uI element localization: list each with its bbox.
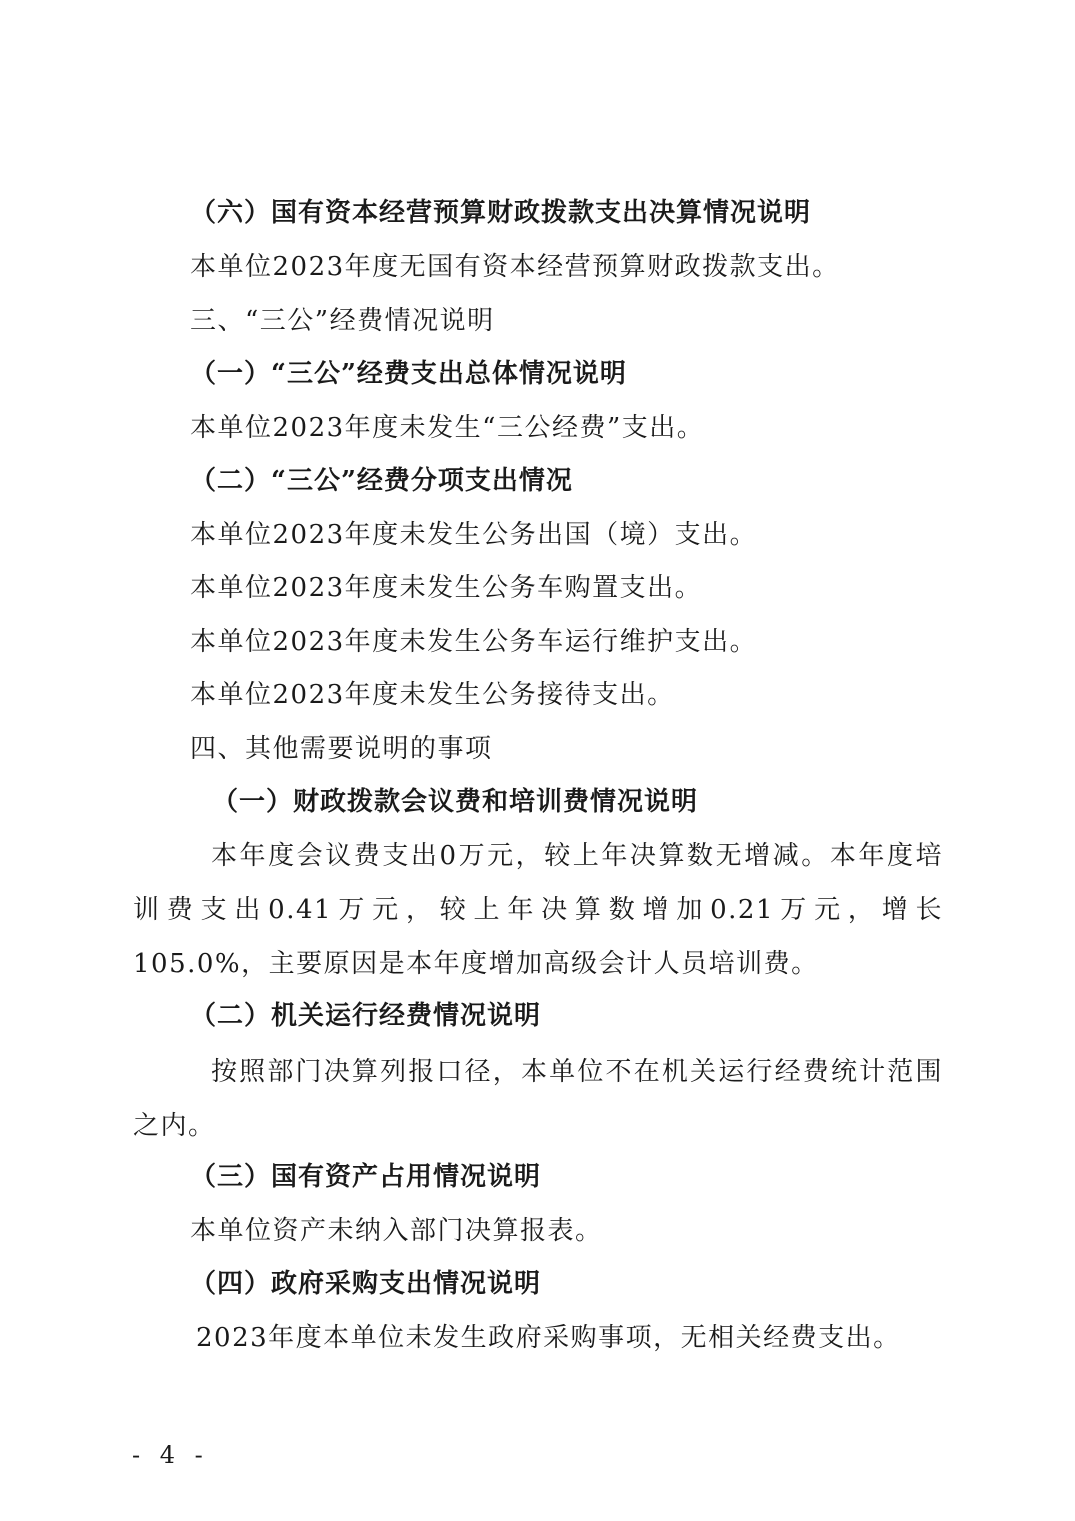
heading-government-procurement: （四）政府采购支出情况说明 [190, 1269, 542, 1299]
paragraph-state-capital-budget: 本单位2023年度无国有资本经营预算财政拨款支出。 [190, 252, 840, 282]
heading-state-capital-budget: （六）国有资本经营预算财政拨款支出决算情况说明 [190, 198, 812, 228]
section-heading-other-matters: 四、其他需要说明的事项 [190, 734, 493, 764]
paragraph-vehicle-purchase: 本单位2023年度未发生公务车购置支出。 [190, 573, 703, 603]
paragraph-operating-expenses: 按照部门决算列报口径，本单位不在机关运行经费统计范围之内。 [133, 1057, 943, 1141]
paragraph-meeting-training-fees: 本年度会议费支出0万元，较上年决算数无增减。本年度培训费支出0.41万元，较上年决算数增加0.21万元，增长105.0%，主要原因是本年度增加高级会计人员培训费。 [133, 841, 943, 979]
paragraph-three-public-total: 本单位2023年度未发生“三公经费”支出。 [190, 413, 705, 443]
heading-three-public-total: （一）“三公”经费支出总体情况说明 [190, 359, 627, 389]
paragraph-overseas-travel: 本单位2023年度未发生公务出国（境）支出。 [190, 520, 758, 550]
page-number: - 4 - [132, 1441, 209, 1469]
heading-operating-expenses: （二）机关运行经费情况说明 [190, 1001, 542, 1031]
paragraph-reception: 本单位2023年度未发生公务接待支出。 [190, 680, 675, 710]
paragraph-state-assets: 本单位资产未纳入部门决算报表。 [190, 1216, 603, 1246]
heading-three-public-items: （二）“三公”经费分项支出情况 [190, 466, 573, 496]
heading-state-assets: （三）国有资产占用情况说明 [190, 1162, 542, 1192]
section-heading-three-public: 三、“三公”经费情况说明 [190, 306, 495, 336]
paragraph-vehicle-maintenance: 本单位2023年度未发生公务车运行维护支出。 [190, 627, 758, 657]
paragraph-government-procurement: 2023年度本单位未发生政府采购事项，无相关经费支出。 [196, 1323, 901, 1353]
heading-meeting-training-fees: （一）财政拨款会议费和培训费情况说明 [212, 787, 699, 817]
